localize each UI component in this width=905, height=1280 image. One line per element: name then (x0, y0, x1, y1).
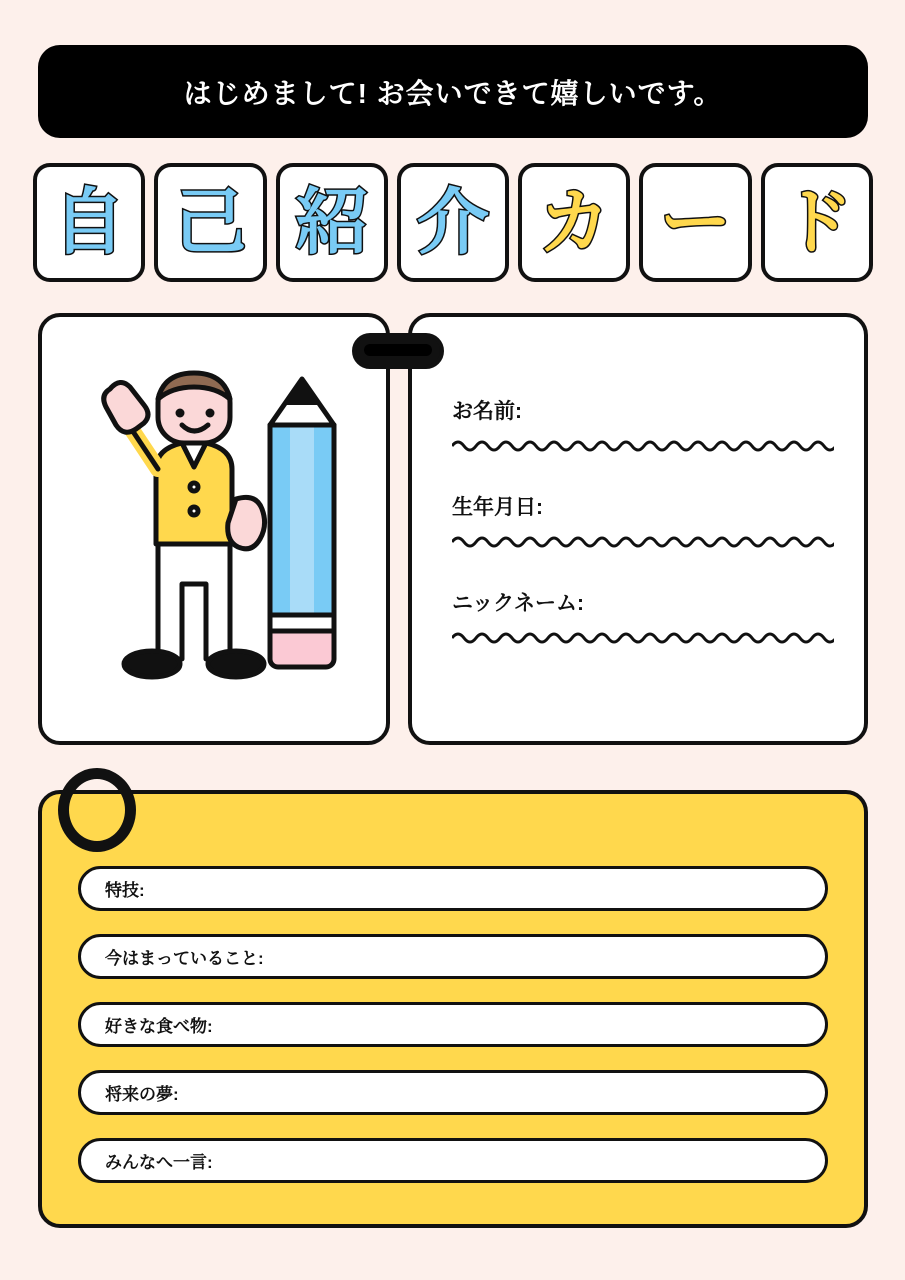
profile-field-birthday[interactable] (452, 491, 836, 550)
profile-fields-panel (408, 313, 868, 745)
detail-field-message[interactable] (78, 1138, 828, 1183)
person-waving-with-pencil-icon (86, 369, 356, 704)
title-char-2: 己 (174, 182, 247, 263)
title-char-1: 自 (53, 182, 126, 263)
title-char-5: カ (538, 182, 611, 263)
binder-clip-icon (352, 333, 444, 369)
detail-field-current-interest-label: 今はまっていること: (105, 949, 264, 968)
title-row (33, 163, 873, 285)
detail-field-specialty[interactable] (78, 866, 828, 911)
title-tile-4 (397, 163, 509, 282)
title-tile-6 (639, 163, 751, 282)
profile-field-name[interactable] (452, 395, 836, 454)
write-line-wavy[interactable] (452, 534, 834, 550)
title-tile-1 (33, 163, 145, 282)
detail-field-favorite-food[interactable] (78, 1002, 828, 1047)
title-tile-7 (761, 163, 873, 282)
profile-field-nickname-label: ニックネーム: (452, 592, 584, 615)
detail-field-future-dream-label: 将来の夢: (105, 1085, 179, 1104)
header-banner-text: はじめまして! お会いできて嬉しいです。 (183, 77, 723, 109)
write-line-wavy[interactable] (452, 630, 834, 646)
title-char-7: ド (780, 182, 853, 263)
detail-field-favorite-food-label: 好きな食べ物: (105, 1017, 213, 1036)
title-tile-3 (276, 163, 388, 282)
title-char-6: ー (659, 182, 732, 263)
detail-field-current-interest[interactable] (78, 934, 828, 979)
title-char-4: 介 (416, 182, 489, 263)
title-char-3: 紹 (295, 182, 368, 263)
binder-ring-icon (58, 768, 136, 852)
detail-field-message-label: みんなへ一言: (105, 1153, 213, 1172)
detail-field-specialty-label: 特技: (105, 881, 145, 900)
detail-field-future-dream[interactable] (78, 1070, 828, 1115)
illustration-panel (38, 313, 390, 745)
detail-fields-panel (38, 790, 868, 1228)
title-tile-5 (518, 163, 630, 282)
profile-field-name-label: お名前: (452, 400, 522, 423)
profile-field-birthday-label: 生年月日: (452, 496, 543, 519)
title-tile-2 (154, 163, 266, 282)
profile-field-nickname[interactable] (452, 587, 836, 646)
header-banner (38, 45, 868, 138)
write-line-wavy[interactable] (452, 438, 834, 454)
